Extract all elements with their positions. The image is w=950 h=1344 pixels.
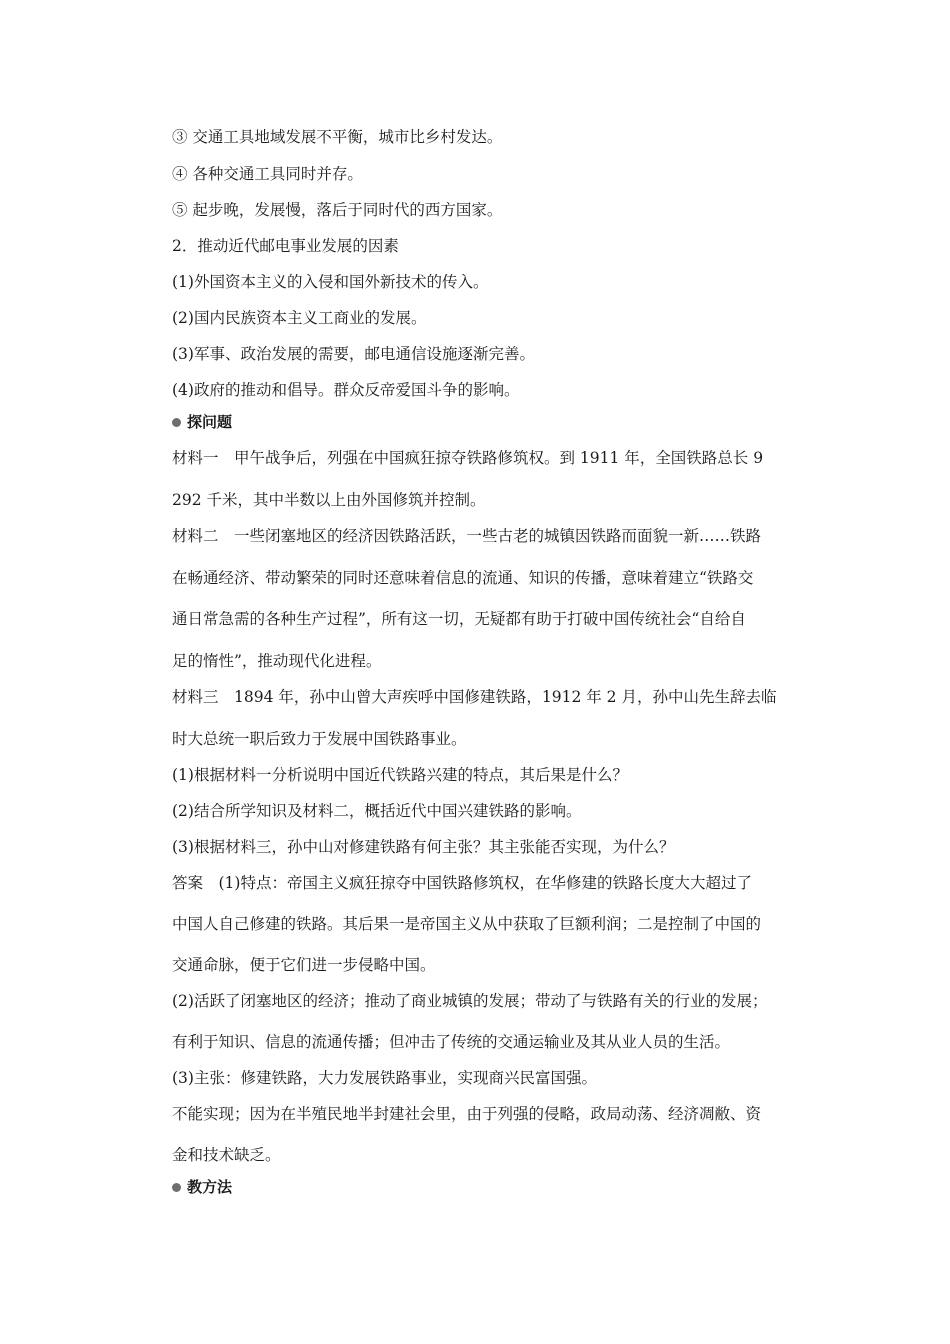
section-heading-label: 教方法 xyxy=(187,1178,233,1196)
list-item: ⑤ 起步晚，发展慢，落后于同时代的西方国家。 xyxy=(172,201,503,219)
paragraph-line: 足的惰性”，推动现代化进程。 xyxy=(172,652,382,670)
list-item: ④ 各种交通工具同时并存。 xyxy=(172,165,363,183)
paragraph-line: 在畅通经济、带动繁荣的同时还意味着信息的流通、知识的传播，意味着建立“铁路交 xyxy=(172,569,754,587)
answer-line: 交通命脉，便于它们进一步侵略中国。 xyxy=(172,956,436,974)
question-item: (2)结合所学知识及材料二，概括近代中国兴建铁路的影响。 xyxy=(172,802,582,820)
answer-line: 不能实现；因为在半殖民地半封建社会里，由于列强的侵略，政局动荡、经济凋敝、资 xyxy=(172,1105,762,1123)
paragraph-line: 时大总统一职后致力于发展中国铁路事业。 xyxy=(172,730,467,748)
paragraph-line: 通日常急需的各种生产过程”，所有这一切，无疑都有助于打破中国传统社会“自给自 xyxy=(172,610,746,628)
section-heading xyxy=(172,1177,812,1197)
list-item: (1)外国资本主义的入侵和国外新技术的传入。 xyxy=(172,273,489,291)
answer-line: 金和技术缺乏。 xyxy=(172,1146,281,1164)
paragraph-line: 292 千米，其中半数以上由外国修筑并控制。 xyxy=(172,491,486,509)
paragraph-line: 材料一 甲午战争后，列强在中国疯狂掠夺铁路修筑权。到 1911 年，全国铁路总长 9 xyxy=(172,449,764,467)
subheading: 2．推动近代邮电事业发展的因素 xyxy=(172,237,399,255)
answer-line: 答案 (1)特点：帝国主义疯狂掠夺中国铁路修筑权，在华修建的铁路长度大大超过了 xyxy=(172,874,752,892)
list-item: (2)国内民族资本主义工商业的发展。 xyxy=(172,309,427,327)
list-item: ③ 交通工具地域发展不平衡，城市比乡村发达。 xyxy=(172,128,503,146)
paragraph-line: 材料二 一些闭塞地区的经济因铁路活跃，一些古老的城镇因铁路而面貌一新……铁路 xyxy=(172,527,762,545)
question-item: (1)根据材料一分析说明中国近代铁路兴建的特点，其后果是什么？ xyxy=(172,766,628,784)
answer-line: 中国人自己修建的铁路。其后果一是帝国主义从中获取了巨额利润；二是控制了中国的 xyxy=(172,915,762,933)
answer-line: 有利于知识、信息的流通传播；但冲击了传统的交通运输业及其从业人员的生活。 xyxy=(172,1033,731,1051)
list-item: (3)军事、政治发展的需要，邮电通信设施逐渐完善。 xyxy=(172,345,535,363)
answer-line: (2)活跃了闭塞地区的经济；推动了商业城镇的发展；带动了与铁路有关的行业的发展； xyxy=(172,992,768,1010)
answer-line: (3)主张：修建铁路，大力发展铁路事业，实现商兴民富国强。 xyxy=(172,1069,597,1087)
bullet-dot-icon xyxy=(172,1183,181,1192)
list-item: (4)政府的推动和倡导。群众反帝爱国斗争的影响。 xyxy=(172,381,520,399)
section-heading-label: 探问题 xyxy=(187,413,233,431)
question-item: (3)根据材料三，孙中山对修建铁路有何主张？其主张能否实现，为什么？ xyxy=(172,838,675,856)
paragraph-line: 材料三 1894 年，孙中山曾大声疾呼中国修建铁路，1912 年 2 月，孙中山先生辞去临 xyxy=(172,688,777,706)
section-heading xyxy=(172,412,812,432)
bullet-dot-icon xyxy=(172,418,181,427)
